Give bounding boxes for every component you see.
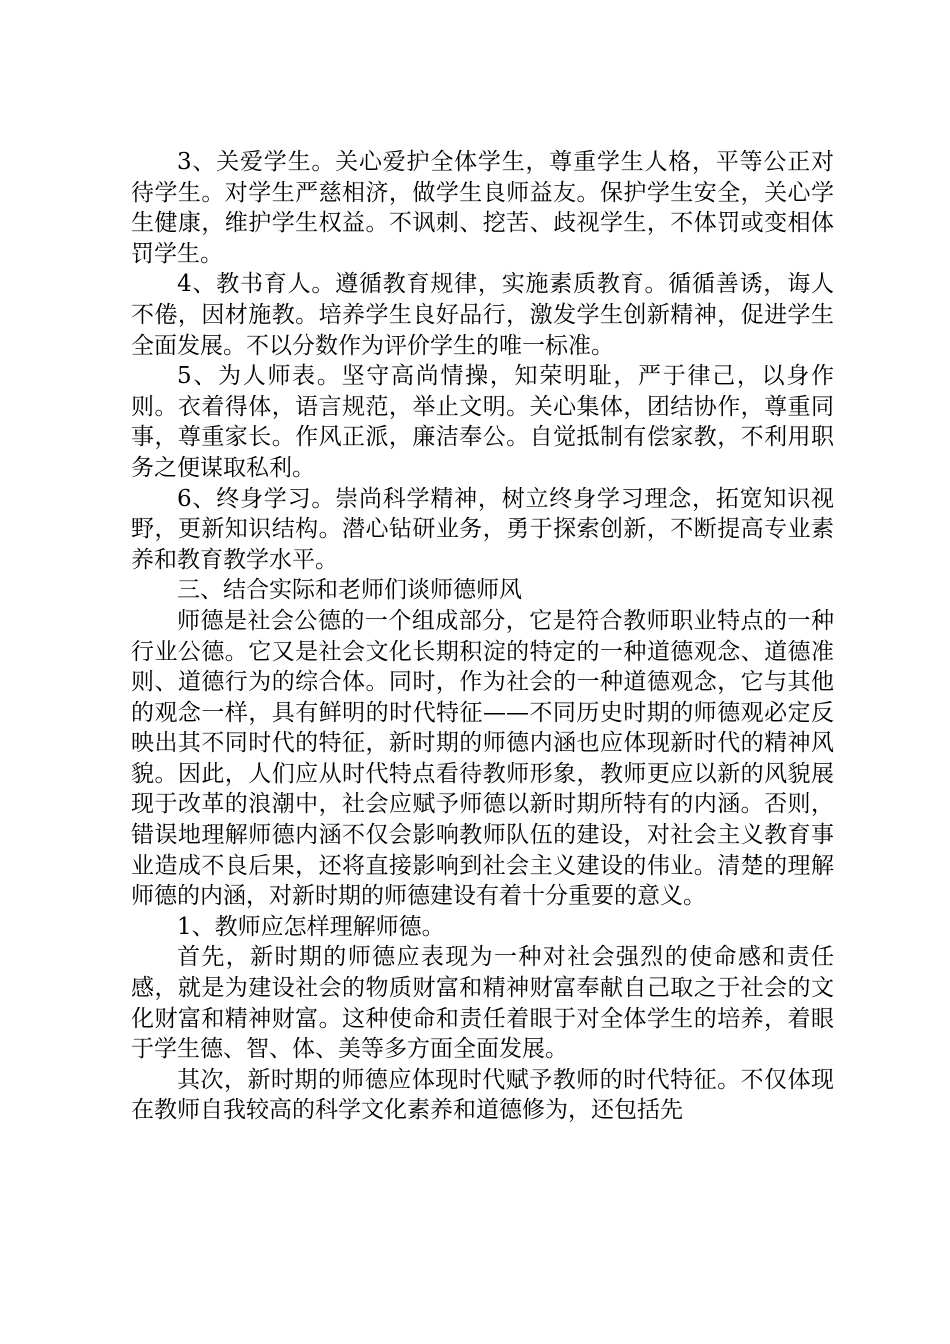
- paragraph-role-model: 5、为人师表。坚守高尚情操，知荣明耻，严于律己，以身作则。衣着得体，语言规范，举止文明。关心集体，团结协作，尊重同事，尊重家长。作风正派，廉洁奉公。自觉抵制有偿家教，不利用职务之便谋取私利。: [131, 363, 834, 481]
- paragraph-first: 首先，新时期的师德应表现为一种对社会强烈的使命感和责任感，就是为建设社会的物质财富和精神财富奉献自己取之于社会的文化财富和精神财富。这种使命和责任着眼于对全体学生的培养，着眼于学生德、智、体、美等多方面全面发展。: [131, 944, 834, 1063]
- document-page: [131, 147, 834, 1126]
- paragraph-teacher-ethics-definition: 师德是社会公德的一个组成部分，它是符合教师职业特点的一种行业公德。它又是社会文化长期积淀的特定的一种道德观念、道德准则、道德行为的综合体。同时，作为社会的一种道德观念，它与其他的观念一样，具有鲜明的时代特征——不同历史时期的师德观必定反映出其不同时代的特征，新时期的师德内涵也应体现新时代的精神风貌。因此，人们应从时代特点看待教师形象，教师更应以新的风貌展现于改革的浪潮中，社会应赋予师德以新时期所特有的内涵。否则，错误地理解师德内涵不仅会影响教师队伍的建设，对社会主义教育事业造成不良后果，还将直接影响到社会主义建设的伟业。清楚的理解师德的内涵，对新时期的师德建设有着十分重要的意义。: [131, 607, 834, 910]
- paragraph-second: 其次，新时期的师德应体现时代赋予教师的时代特征。不仅体现在教师自我较高的科学文化素养和道德修为，还包括先: [131, 1066, 834, 1124]
- subheading-understanding-ethics: 1、教师应怎样理解师德。: [177, 913, 445, 940]
- paragraph-caring-for-students: 3、关爱学生。关心爱护全体学生，尊重学生人格，平等公正对待学生。对学生严慈相济，做学生良师益友。保护学生安全，关心学生健康，维护学生权益。不讽刺、挖苦、歧视学生，不体罚或变相体罚学生。: [131, 149, 834, 267]
- section-heading-3: 三、结合实际和老师们谈师德师风: [177, 577, 522, 604]
- paragraph-teaching-and-educating: 4、教书育人。遵循教育规律，实施素质教育。循循善诱，诲人不倦，因材施教。培养学生良好品行，激发学生创新精神，促进学生全面发展。不以分数作为评价学生的唯一标准。: [131, 271, 834, 359]
- paragraph-lifelong-learning: 6、终身学习。崇尚科学精神，树立终身学习理念，拓宽知识视野，更新知识结构。潜心钻研业务，勇于探索创新，不断提高专业素养和教育教学水平。: [131, 485, 834, 573]
